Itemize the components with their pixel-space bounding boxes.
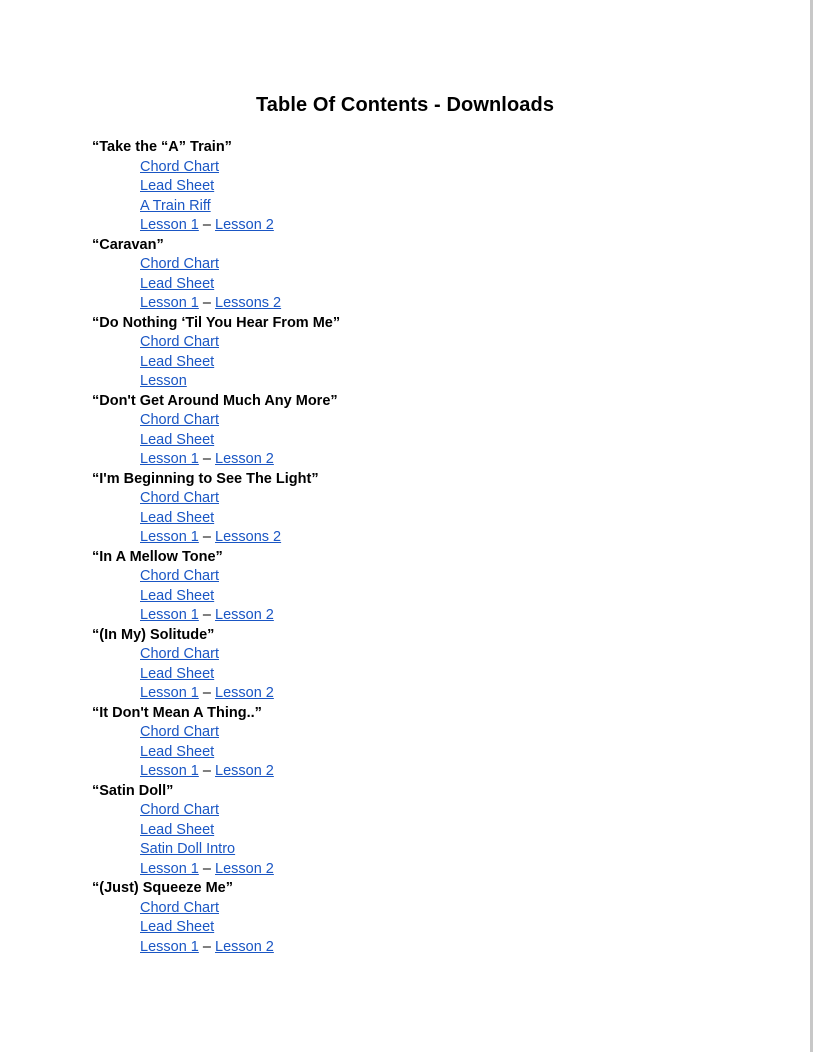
lesson-1-link[interactable]: Lesson 1 <box>140 529 199 545</box>
link-row <box>140 645 732 665</box>
separator-dash: – <box>202 763 211 779</box>
lesson-2-link[interactable]: Lesson 2 <box>215 607 274 623</box>
song-title: “I'm Beginning to See The Light” <box>92 470 319 487</box>
chord-chart-link[interactable]: Chord Chart <box>140 802 219 818</box>
link-row <box>140 938 732 958</box>
lead-sheet-link[interactable]: Lead Sheet <box>140 743 215 760</box>
lead-sheet-link[interactable]: Lead Sheet <box>140 587 215 604</box>
chord-chart-link[interactable]: Chord Chart <box>140 646 219 662</box>
lead-sheet-link[interactable]: Lead Sheet <box>140 509 215 526</box>
separator-dash: – <box>202 860 211 877</box>
lesson-2-link[interactable]: Lesson 2 <box>215 217 274 233</box>
lead-sheet-link[interactable]: Lead Sheet <box>140 275 215 292</box>
link-row <box>140 762 732 782</box>
lesson-1-link[interactable]: Lesson 1 <box>140 938 199 955</box>
lesson-1-link[interactable]: Lesson 1 <box>140 451 199 467</box>
lead-sheet-link[interactable]: Lead Sheet <box>140 178 215 194</box>
chord-chart-link[interactable]: Chord Chart <box>140 412 219 428</box>
chord-chart-link[interactable]: Chord Chart <box>140 724 219 740</box>
lesson-link[interactable]: Lesson <box>140 373 187 389</box>
song-title: “Caravan” <box>92 236 164 253</box>
separator-dash: – <box>202 217 211 233</box>
link-row <box>140 899 732 919</box>
link-row <box>140 528 732 548</box>
song-title: “Don't Get Around Much Any More” <box>92 392 338 409</box>
link-row <box>140 723 732 743</box>
link-row <box>140 840 732 860</box>
link-row <box>140 372 732 392</box>
link-row <box>140 255 732 275</box>
a-train-riff-link[interactable]: A Train Riff <box>140 197 211 214</box>
song-title: “(In My) Solitude” <box>92 626 215 643</box>
separator-dash: – <box>202 938 211 955</box>
link-row <box>140 333 732 353</box>
separator-dash: – <box>202 685 211 701</box>
lead-sheet-link[interactable]: Lead Sheet <box>140 821 215 838</box>
table-of-contents <box>92 138 732 957</box>
song-title: “(Just) Squeeze Me” <box>92 880 233 896</box>
song-title: “It Don't Mean A Thing..” <box>92 704 262 721</box>
separator-dash: – <box>202 607 211 623</box>
song-title: “In A Mellow Tone” <box>92 548 223 565</box>
chord-chart-link[interactable]: Chord Chart <box>140 334 219 350</box>
link-row <box>140 177 732 197</box>
link-row <box>140 450 732 470</box>
lesson-2-link[interactable]: Lesson 2 <box>215 763 274 779</box>
link-row <box>140 684 732 704</box>
link-row <box>140 197 732 217</box>
link-row <box>140 509 732 529</box>
chord-chart-link[interactable]: Chord Chart <box>140 899 219 916</box>
lesson-2-link[interactable]: Lesson 2 <box>215 860 274 877</box>
chord-chart-link[interactable]: Chord Chart <box>140 158 219 175</box>
link-row <box>140 918 732 938</box>
chord-chart-link[interactable]: Chord Chart <box>140 568 219 584</box>
link-row <box>140 606 732 626</box>
link-row <box>140 275 732 295</box>
song-title: “Take the “A” Train” <box>92 139 232 155</box>
link-row <box>140 860 732 880</box>
lesson-1-link[interactable]: Lesson 1 <box>140 763 199 779</box>
lesson-1-link[interactable]: Lesson 1 <box>140 217 199 233</box>
lessons-2-link[interactable]: Lessons 2 <box>215 529 282 545</box>
chord-chart-link[interactable]: Chord Chart <box>140 256 219 272</box>
lessons-2-link[interactable]: Lessons 2 <box>215 295 282 311</box>
lesson-1-link[interactable]: Lesson 1 <box>140 607 199 623</box>
separator-dash: – <box>202 295 211 311</box>
lead-sheet-link[interactable]: Lead Sheet <box>140 431 215 448</box>
satin-doll-intro-link[interactable]: Satin Doll Intro <box>140 841 236 857</box>
link-row <box>140 216 732 236</box>
lesson-1-link[interactable]: Lesson 1 <box>140 685 199 701</box>
link-row <box>140 743 732 763</box>
link-row <box>140 801 732 821</box>
song-title: “Do Nothing ‘Til You Hear From Me” <box>92 314 341 331</box>
lesson-2-link[interactable]: Lesson 2 <box>215 685 274 701</box>
page-title: Table Of Contents - Downloads <box>255 94 555 116</box>
lesson-2-link[interactable]: Lesson 2 <box>215 938 274 955</box>
link-row <box>140 489 732 509</box>
lesson-2-link[interactable]: Lesson 2 <box>215 451 274 467</box>
link-row <box>140 353 732 373</box>
lead-sheet-link[interactable]: Lead Sheet <box>140 919 215 935</box>
chord-chart-link[interactable]: Chord Chart <box>140 490 219 506</box>
separator-dash: – <box>202 451 211 467</box>
link-row <box>140 665 732 685</box>
link-row <box>140 587 732 607</box>
link-row <box>140 411 732 431</box>
lesson-1-link[interactable]: Lesson 1 <box>140 295 199 311</box>
separator-dash: – <box>202 529 211 545</box>
link-row <box>140 158 732 178</box>
lesson-1-link[interactable]: Lesson 1 <box>140 860 199 877</box>
lead-sheet-link[interactable]: Lead Sheet <box>140 665 215 682</box>
link-row <box>140 294 732 314</box>
song-title: “Satin Doll” <box>92 782 174 799</box>
link-row <box>140 821 732 841</box>
link-row <box>140 431 732 451</box>
lead-sheet-link[interactable]: Lead Sheet <box>140 353 215 370</box>
link-row <box>140 567 732 587</box>
